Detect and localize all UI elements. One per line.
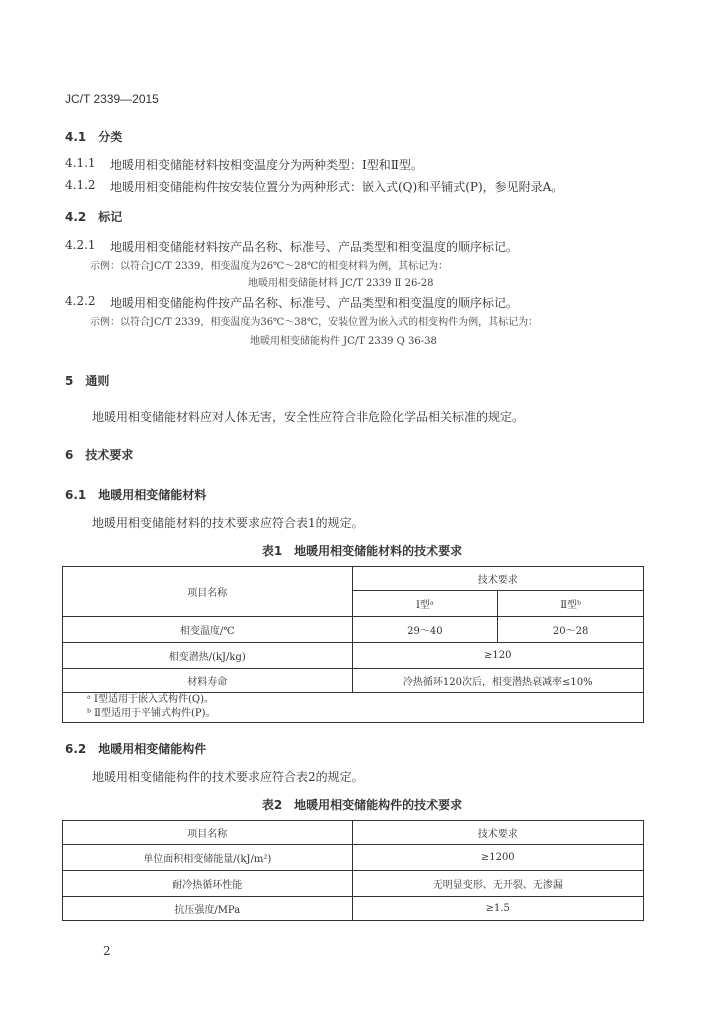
table-2-head-item: 项目名称	[63, 821, 353, 845]
table-row	[63, 845, 644, 871]
table-cell: 29～40	[352, 617, 498, 643]
table-row	[63, 669, 644, 693]
clause-4-1-1-number: 4.1.1	[65, 156, 96, 170]
clause-4-2-1-number: 4.2.1	[65, 238, 96, 252]
table-1-footnotes	[63, 693, 644, 723]
table-1-head-item: 项目名称	[63, 567, 353, 617]
table-1-note-a: ᵃ Ⅰ型适用于嵌入式构件(Q)。	[87, 694, 214, 705]
table-1-head-type-2: Ⅱ型ᵇ	[498, 591, 644, 617]
table-row	[63, 643, 644, 669]
example-4-2-1: 示例：以符合JC/T 2339，相变温度为26℃～28℃的相变材料为例，其标记为：	[90, 261, 449, 272]
example-4-2-2: 示例：以符合JC/T 2339，相变温度为36℃～38℃，安装位置为嵌入式的相变构件为例，其标记为：	[90, 317, 539, 328]
table-cell: 材料寿命	[63, 669, 353, 693]
table-1-note-b: ᵇ Ⅱ型适用于平铺式构件(P)。	[87, 708, 216, 719]
section-4-1-title: 4.1 分类	[65, 130, 123, 144]
table-cell: ≥1.5	[352, 897, 643, 921]
table-cell: 相变温度/℃	[63, 617, 353, 643]
section-6-title: 6 技术要求	[65, 448, 134, 462]
clause-4-1-2-text: 地暖用相变储能构件按安装位置分为两种形式：嵌入式(Q)和平铺式(P)，参见附录A。	[110, 180, 564, 194]
section-5-title: 5 通则	[65, 374, 110, 388]
table-cell: ≥120	[352, 643, 643, 669]
clause-4-2-2-text: 地暖用相变储能构件按产品名称、标准号、产品类型和相变温度的顺序标记。	[110, 296, 519, 310]
table-cell: 抗压强度/MPa	[63, 897, 353, 921]
marking-example-1: 地暖用相变储能材料 JC/T 2339 Ⅱ 26-28	[248, 278, 434, 289]
table-cell: 耐冷热循环性能	[63, 871, 353, 897]
clause-4-1-2-number: 4.1.2	[65, 178, 96, 192]
section-5-body: 地暖用相变储能材料应对人体无害，安全性应符合非危险化学品相关标准的规定。	[92, 410, 525, 424]
table-cell: 无明显变形、无开裂、无渗漏	[352, 871, 643, 897]
table-2-head-requirement: 技术要求	[352, 821, 643, 845]
table-2-caption: 表2 地暖用相变储能构件的技术要求	[261, 798, 463, 812]
page-number: 2	[103, 944, 111, 958]
table-cell: 冷热循环120次后，相变潜热衰减率≤10%	[352, 669, 643, 693]
table-cell: 20～28	[498, 617, 644, 643]
table-cell: 相变潜热/(kJ/kg)	[63, 643, 353, 669]
table-cell: ≥1200	[352, 845, 643, 871]
table-1-caption: 表1 地暖用相变储能材料的技术要求	[261, 544, 463, 558]
clause-4-2-2-number: 4.2.2	[65, 294, 96, 308]
table-1	[62, 566, 644, 723]
table-2	[62, 820, 644, 921]
table-cell: 单位面积相变储能量/(kJ/m²)	[63, 845, 353, 871]
section-6-2-title: 6.2 地暖用相变储能构件	[65, 742, 207, 756]
clause-4-2-1-text: 地暖用相变储能材料按产品名称、标准号、产品类型和相变温度的顺序标记。	[110, 240, 519, 254]
marking-example-2: 地暖用相变储能构件 JC/T 2339 Q 36-38	[250, 336, 437, 347]
table-1-head-type-1: Ⅰ型ᵃ	[352, 591, 498, 617]
table-row	[63, 897, 644, 921]
section-6-2-body: 地暖用相变储能构件的技术要求应符合表2的规定。	[92, 770, 364, 784]
standard-code: JC/T 2339—2015	[65, 92, 159, 106]
table-1-head-requirement: 技术要求	[352, 567, 643, 591]
section-4-2-title: 4.2 标记	[65, 210, 123, 224]
table-row	[63, 617, 644, 643]
section-6-1-title: 6.1 地暖用相变储能材料	[65, 488, 207, 502]
section-6-1-body: 地暖用相变储能材料的技术要求应符合表1的规定。	[92, 516, 364, 530]
table-row	[63, 871, 644, 897]
clause-4-1-1-text: 地暖用相变储能材料按相变温度分为两种类型：Ⅰ型和Ⅱ型。	[110, 158, 423, 172]
